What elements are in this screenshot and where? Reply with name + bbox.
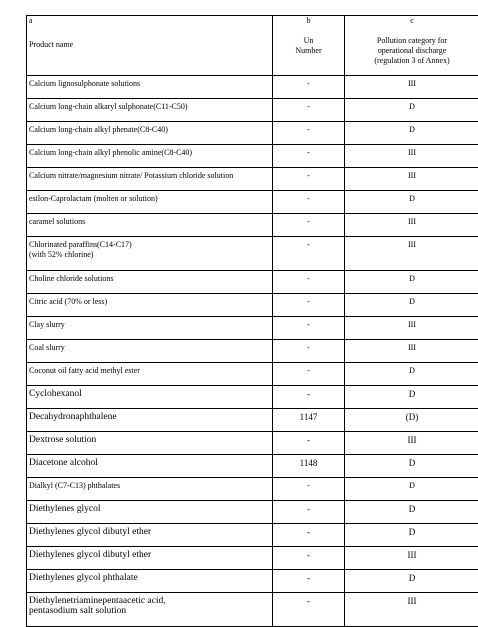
product-name-cell: Diacetone alcohol: [27, 455, 273, 478]
un-number-cell: -: [273, 237, 345, 271]
table-row: [27, 363, 478, 386]
un-number-cell: -: [273, 432, 345, 455]
product-table: [26, 15, 478, 627]
header-cell-pollution-category: [345, 16, 478, 76]
product-name-cell: [27, 237, 273, 271]
pollution-category-cell: (D): [345, 409, 478, 432]
product-name-cell: Decahydronaphthalene: [27, 409, 273, 432]
table-row: [27, 145, 478, 168]
un-number-cell: -: [273, 168, 345, 191]
un-number-cell: -: [273, 363, 345, 386]
un-number-cell: -: [273, 76, 345, 99]
product-name-cell: Choline chloride solutions: [27, 271, 273, 294]
column-letter-c: c: [347, 16, 477, 28]
pollution-category-cell: D: [345, 386, 478, 409]
table-row: [27, 478, 478, 501]
un-number-cell: -: [273, 214, 345, 237]
product-name-cell: caramel solutions: [27, 214, 273, 237]
column-label-un-number: [275, 36, 342, 56]
un-number-cell: -: [273, 547, 345, 570]
product-name-cell: Calcium long-chain alkaryl sulphonate(C11-C50): [27, 99, 273, 122]
product-name-cell: Dialkyl (C7-C13) phthalates: [27, 478, 273, 501]
product-name-cell: Calcium long-chain alkyl phenate(C8-C40): [27, 122, 273, 145]
pollution-category-cell: D: [345, 363, 478, 386]
table-row: [27, 317, 478, 340]
pollution-category-cell: D: [345, 570, 478, 593]
table-row: [27, 214, 478, 237]
product-name-line-1: Chlorinated paraffins(C14-C17): [29, 240, 270, 250]
un-number-cell: -: [273, 122, 345, 145]
product-name-cell: Cyclohexanol: [27, 386, 273, 409]
pollution-category-cell: D: [345, 99, 478, 122]
un-number-cell: -: [273, 271, 345, 294]
un-number-cell: 1148: [273, 455, 345, 478]
pollution-category-cell: III: [345, 593, 478, 627]
pollution-category-cell: III: [345, 547, 478, 570]
table-row: [27, 593, 478, 627]
table-row: [27, 99, 478, 122]
product-name-cell: Dextrose solution: [27, 432, 273, 455]
table-row: [27, 271, 478, 294]
product-name-line-2: pentasodium salt solution: [29, 606, 270, 616]
un-number-cell: -: [273, 191, 345, 214]
product-name-cell: Calcium lignosulphonate solutions: [27, 76, 273, 99]
un-number-cell: -: [273, 501, 345, 524]
product-name-line-1: Diethylenetriaminepentaacetic acid,: [29, 596, 270, 606]
column-label-category-line-1: Pollution category for: [347, 36, 477, 46]
column-label-product-name: Product name: [29, 40, 270, 50]
un-number-cell: -: [273, 340, 345, 363]
table-row: [27, 455, 478, 478]
header-cell-product-name: [27, 16, 273, 76]
un-number-cell: 1147: [273, 409, 345, 432]
header-row: [27, 16, 478, 76]
table-row: [27, 570, 478, 593]
product-name-cell: esilon-Caprolactam (molten or solution): [27, 191, 273, 214]
product-name-cell: Diethylenes glycol phthalate: [27, 570, 273, 593]
product-name-cell: Diethylenes glycol: [27, 501, 273, 524]
product-name-cell: Coconut oil fatty acid methyl ester: [27, 363, 273, 386]
table-row: [27, 191, 478, 214]
un-number-cell: -: [273, 570, 345, 593]
table-row: [27, 386, 478, 409]
pollution-category-cell: III: [345, 145, 478, 168]
product-name-cell: Diethylenes glycol dibutyl ether: [27, 524, 273, 547]
pollution-category-cell: III: [345, 214, 478, 237]
product-name-cell: Diethylenes glycol dibutyl ether: [27, 547, 273, 570]
column-label-category-line-2: operational discharge: [347, 46, 477, 56]
table-row: [27, 76, 478, 99]
table-row: [27, 340, 478, 363]
product-name-cell: Calcium nitrate/magnesium nitrate/ Potassium chloride solution: [27, 168, 273, 191]
pollution-category-cell: III: [345, 340, 478, 363]
un-number-cell: -: [273, 593, 345, 627]
column-letter-a: a: [29, 16, 270, 28]
pollution-category-cell: D: [345, 478, 478, 501]
table-row: [27, 237, 478, 271]
un-number-cell: -: [273, 99, 345, 122]
pollution-category-cell: D: [345, 455, 478, 478]
product-name-cell: Coal slurry: [27, 340, 273, 363]
table-row: [27, 168, 478, 191]
product-name-cell: [27, 593, 273, 627]
header-cell-un-number: [273, 16, 345, 76]
pollution-category-cell: III: [345, 317, 478, 340]
table-row: [27, 294, 478, 317]
pollution-category-cell: III: [345, 237, 478, 271]
pollution-category-cell: D: [345, 294, 478, 317]
column-letter-b: b: [275, 16, 342, 28]
un-number-cell: -: [273, 145, 345, 168]
table-row: [27, 432, 478, 455]
un-number-cell: -: [273, 317, 345, 340]
table-row: [27, 524, 478, 547]
pollution-category-cell: D: [345, 191, 478, 214]
product-name-cell: Citric acid (70% or less): [27, 294, 273, 317]
product-name-cell: Clay slurry: [27, 317, 273, 340]
pollution-category-cell: III: [345, 168, 478, 191]
pollution-category-cell: D: [345, 122, 478, 145]
pollution-category-cell: D: [345, 271, 478, 294]
product-name-cell: Calcium long-chain alkyl phenolic amine(C8-C40): [27, 145, 273, 168]
column-label-pollution-category: [347, 36, 477, 66]
table-row: [27, 547, 478, 570]
pollution-category-cell: III: [345, 76, 478, 99]
product-name-line-2: (with 52% chlorine): [29, 250, 270, 260]
un-number-cell: -: [273, 524, 345, 547]
table-row: [27, 122, 478, 145]
un-number-cell: -: [273, 386, 345, 409]
table-row: [27, 409, 478, 432]
un-number-cell: -: [273, 294, 345, 317]
pollution-category-cell: III: [345, 432, 478, 455]
column-label-category-line-3: (regulation 3 of Annex): [347, 56, 477, 66]
pollution-category-cell: D: [345, 524, 478, 547]
pollution-category-cell: D: [345, 501, 478, 524]
table-row: [27, 501, 478, 524]
un-number-cell: -: [273, 478, 345, 501]
column-label-un-line-1: Un: [275, 36, 342, 46]
column-label-un-line-2: Number: [275, 46, 342, 56]
